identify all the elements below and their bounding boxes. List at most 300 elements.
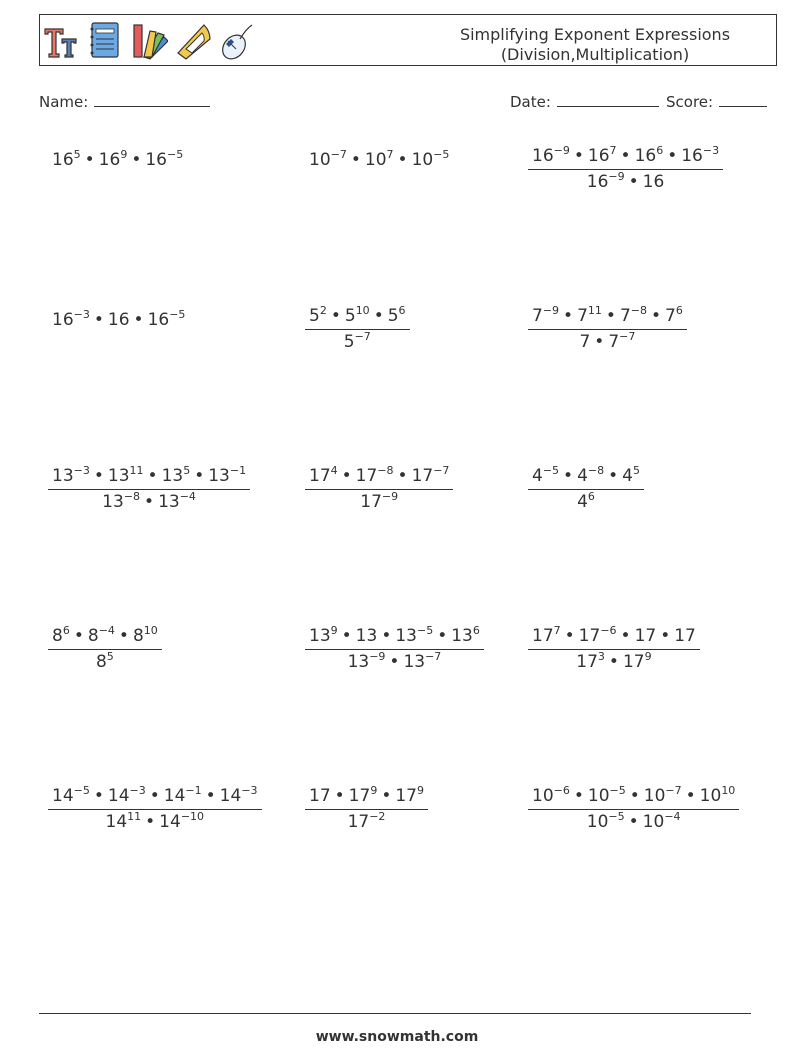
problem-1 — [48, 150, 183, 170]
term-base: 13 — [208, 466, 230, 486]
term-exponent: −5 — [608, 810, 625, 823]
term-exponent: 5 — [73, 148, 81, 161]
denominator — [305, 810, 428, 832]
power-term — [577, 466, 604, 486]
power-term — [451, 626, 480, 646]
worksheet-title — [420, 25, 770, 65]
term-exponent: 7 — [386, 148, 394, 161]
term-base: 10 — [411, 150, 434, 170]
power-term — [579, 332, 590, 352]
term-exponent: −1 — [229, 464, 247, 477]
denominator — [48, 490, 250, 512]
power-term — [395, 626, 433, 646]
term-exponent: −3 — [73, 308, 90, 321]
problem-3 — [528, 146, 723, 192]
term-base: 17 — [576, 652, 598, 672]
power-term — [96, 652, 114, 672]
term-base: 17 — [634, 626, 657, 646]
term-exponent: −3 — [129, 784, 146, 797]
term-exponent: 7 — [553, 624, 561, 637]
score-blank[interactable] — [719, 92, 767, 107]
times-dot: • — [131, 150, 142, 170]
score-field[interactable] — [666, 92, 767, 111]
power-term — [665, 306, 683, 326]
fraction — [48, 626, 162, 672]
term-exponent: −7 — [330, 148, 347, 161]
numerator — [305, 466, 453, 490]
numerator — [528, 466, 644, 490]
term-exponent: −5 — [166, 148, 184, 161]
times-dot: • — [620, 146, 631, 166]
term-exponent: −10 — [180, 810, 205, 823]
power-term — [208, 466, 246, 486]
term-base: 14 — [163, 786, 186, 806]
computer-mouse-icon — [218, 19, 256, 61]
power-term — [588, 786, 626, 806]
power-term — [349, 786, 378, 806]
times-dot: • — [620, 626, 631, 646]
term-base: 17 — [532, 626, 554, 646]
term-base: 13 — [309, 626, 331, 646]
times-dot: • — [205, 786, 216, 806]
term-base: 16 — [634, 146, 657, 166]
times-dot: • — [629, 786, 640, 806]
power-term — [587, 172, 625, 192]
times-dot: • — [397, 466, 408, 486]
times-dot: • — [628, 812, 639, 832]
name-label: Name: — [39, 93, 89, 111]
power-term — [577, 306, 602, 326]
product-expression — [305, 150, 449, 170]
power-term — [108, 310, 130, 330]
term-exponent: 9 — [370, 784, 378, 797]
term-base: 8 — [95, 652, 107, 672]
numerator — [48, 626, 162, 650]
times-dot: • — [381, 786, 392, 806]
times-dot: • — [660, 626, 671, 646]
problem-8 — [305, 466, 453, 512]
date-field[interactable] — [510, 92, 659, 111]
term-base: 16 — [52, 310, 74, 330]
denominator — [305, 650, 484, 672]
term-exponent: 9 — [644, 650, 652, 663]
fraction — [528, 466, 644, 512]
power-term — [309, 150, 347, 170]
term-base: 7 — [579, 332, 591, 352]
times-dot: • — [341, 626, 352, 646]
power-term — [700, 786, 736, 806]
power-term — [162, 466, 191, 486]
denominator — [305, 490, 453, 512]
term-base: 16 — [532, 146, 554, 166]
term-base: 14 — [107, 786, 130, 806]
term-base: 16 — [107, 310, 130, 330]
fraction — [528, 626, 700, 672]
term-base: 13 — [102, 492, 124, 512]
times-dot: • — [608, 466, 619, 486]
power-term — [532, 626, 561, 646]
power-term — [681, 146, 719, 166]
term-exponent: −8 — [630, 304, 647, 317]
term-base: 10 — [532, 786, 554, 806]
term-base: 7 — [608, 332, 620, 352]
power-term — [643, 812, 681, 832]
date-label: Date: — [510, 93, 551, 111]
term-base: 16 — [147, 310, 170, 330]
term-exponent: 11 — [587, 304, 602, 317]
fraction — [48, 466, 250, 512]
name-field[interactable] — [39, 92, 210, 111]
times-dot: • — [573, 146, 584, 166]
title-line-2: (Division,Multiplication) — [500, 45, 690, 64]
term-exponent: −6 — [600, 624, 617, 637]
denominator — [528, 170, 723, 192]
times-dot: • — [667, 146, 678, 166]
term-exponent: −3 — [702, 144, 720, 157]
power-term — [108, 786, 146, 806]
term-exponent: 9 — [120, 148, 128, 161]
denominator — [48, 810, 262, 832]
term-base: 16 — [586, 172, 609, 192]
power-term — [220, 786, 258, 806]
times-dot: • — [93, 466, 104, 486]
power-term — [620, 306, 647, 326]
term-exponent: 4 — [330, 464, 338, 477]
term-exponent: 3 — [597, 650, 605, 663]
times-dot: • — [564, 626, 575, 646]
power-term — [52, 310, 90, 330]
power-term — [412, 466, 450, 486]
term-base: 13 — [395, 626, 417, 646]
times-dot: • — [373, 306, 384, 326]
times-dot: • — [73, 626, 84, 646]
power-term — [532, 786, 570, 806]
numerator — [48, 786, 262, 810]
power-term — [643, 172, 665, 192]
term-base: 17 — [674, 626, 696, 646]
times-dot: • — [563, 306, 574, 326]
term-base: 17 — [411, 466, 434, 486]
protractor-icon — [174, 19, 212, 61]
times-dot: • — [573, 786, 584, 806]
problem-9 — [528, 466, 644, 512]
term-base: 8 — [52, 626, 63, 646]
term-base: 17 — [347, 812, 370, 832]
term-exponent: −7 — [425, 650, 442, 663]
power-term — [52, 150, 81, 170]
power-term — [348, 652, 386, 672]
fraction — [305, 466, 453, 512]
term-base: 7 — [577, 306, 588, 326]
power-term — [99, 150, 128, 170]
power-term — [356, 466, 394, 486]
term-exponent: −3 — [73, 464, 90, 477]
score-label: Score: — [666, 93, 714, 111]
power-term — [635, 626, 657, 646]
term-base: 13 — [158, 492, 180, 512]
term-base: 5 — [309, 306, 320, 326]
power-term — [579, 626, 617, 646]
problem-5 — [305, 306, 410, 352]
term-base: 13 — [355, 626, 378, 646]
power-term — [309, 786, 331, 806]
power-term — [532, 466, 559, 486]
times-dot: • — [330, 306, 341, 326]
power-term — [52, 626, 70, 646]
power-term — [106, 812, 142, 832]
power-term — [576, 652, 605, 672]
term-base: 5 — [344, 306, 356, 326]
times-dot: • — [608, 652, 619, 672]
product-expression — [48, 150, 183, 170]
times-dot: • — [133, 310, 144, 330]
power-term — [356, 626, 378, 646]
times-dot: • — [397, 150, 408, 170]
power-term — [365, 150, 394, 170]
numerator — [528, 306, 687, 330]
term-exponent: 9 — [416, 784, 424, 797]
term-exponent: −9 — [608, 170, 625, 183]
term-exponent: 9 — [330, 624, 338, 637]
power-term — [674, 626, 696, 646]
term-base: 4 — [577, 492, 588, 512]
term-base: 16 — [98, 150, 121, 170]
power-term — [344, 332, 371, 352]
term-base: 16 — [145, 150, 167, 170]
title-line-1: Simplifying Exponent Expressions — [459, 25, 731, 44]
fraction — [528, 306, 687, 352]
power-term — [532, 146, 570, 166]
term-base: 5 — [343, 332, 355, 352]
term-exponent: −4 — [179, 490, 196, 503]
term-exponent: 11 — [129, 464, 144, 477]
power-term — [309, 466, 338, 486]
term-base: 13 — [52, 466, 74, 486]
power-term — [412, 150, 450, 170]
term-exponent: −4 — [98, 624, 115, 637]
term-exponent: 6 — [398, 304, 406, 317]
denominator — [48, 650, 162, 672]
power-term — [102, 492, 140, 512]
problem-7 — [48, 466, 250, 512]
numerator — [305, 626, 484, 650]
term-base: 17 — [309, 466, 331, 486]
term-exponent: −6 — [553, 784, 570, 797]
times-dot: • — [628, 172, 639, 192]
problem-4 — [48, 310, 185, 330]
times-dot: • — [93, 786, 104, 806]
times-dot: • — [341, 466, 352, 486]
term-exponent: −5 — [433, 148, 450, 161]
times-dot: • — [118, 626, 129, 646]
notebook-icon — [86, 19, 124, 61]
power-term — [309, 306, 327, 326]
power-term — [395, 786, 424, 806]
term-exponent: −8 — [377, 464, 394, 477]
times-dot: • — [93, 310, 104, 330]
term-base: 13 — [451, 626, 473, 646]
term-exponent: −7 — [665, 784, 682, 797]
power-term — [158, 492, 196, 512]
times-dot: • — [194, 466, 205, 486]
term-exponent: −7 — [433, 464, 450, 477]
term-base: 10 — [309, 150, 331, 170]
numerator — [528, 626, 700, 650]
problem-6 — [528, 306, 687, 352]
fraction — [528, 146, 723, 192]
times-dot: • — [350, 150, 361, 170]
term-exponent: −7 — [354, 330, 371, 343]
term-exponent: 6 — [587, 490, 595, 503]
times-dot: • — [84, 150, 95, 170]
term-exponent: −9 — [542, 304, 560, 317]
term-exponent: −9 — [553, 144, 570, 157]
term-base: 13 — [347, 652, 370, 672]
term-base: 4 — [532, 466, 543, 486]
times-dot: • — [594, 332, 605, 352]
term-exponent: 6 — [675, 304, 683, 317]
term-exponent: 2 — [319, 304, 327, 317]
denominator — [528, 490, 644, 512]
term-exponent: 5 — [632, 464, 640, 477]
times-dot: • — [437, 626, 448, 646]
term-base: 7 — [619, 306, 631, 326]
times-dot: • — [334, 786, 345, 806]
term-exponent: −1 — [185, 784, 202, 797]
fraction — [305, 306, 410, 352]
term-exponent: −5 — [542, 464, 560, 477]
problem-12 — [528, 626, 700, 672]
power-term — [164, 786, 202, 806]
fraction — [305, 626, 484, 672]
term-exponent: 5 — [106, 650, 114, 663]
numerator — [528, 146, 723, 170]
text-size-icon — [42, 19, 80, 61]
power-term — [635, 146, 664, 166]
term-base: 13 — [107, 466, 130, 486]
term-base: 10 — [586, 812, 609, 832]
term-base: 4 — [622, 466, 633, 486]
term-exponent: 10 — [721, 784, 736, 797]
term-base: 4 — [577, 466, 588, 486]
term-exponent: 6 — [62, 624, 70, 637]
term-exponent: −8 — [123, 490, 141, 503]
power-term — [159, 812, 204, 832]
term-base: 16 — [587, 146, 610, 166]
numerator — [305, 306, 410, 330]
problem-15 — [528, 786, 739, 832]
term-base: 8 — [87, 626, 99, 646]
term-base: 10 — [364, 150, 387, 170]
power-term — [345, 306, 370, 326]
product-expression — [48, 310, 185, 330]
term-exponent: −2 — [369, 810, 386, 823]
term-base: 17 — [355, 466, 378, 486]
term-exponent: −5 — [609, 784, 626, 797]
term-exponent: −7 — [619, 330, 636, 343]
term-base: 17 — [622, 652, 645, 672]
power-term — [622, 466, 640, 486]
times-dot: • — [381, 626, 392, 646]
power-term — [403, 652, 441, 672]
term-base: 17 — [360, 492, 382, 512]
problem-14 — [305, 786, 428, 832]
problem-13 — [48, 786, 262, 832]
power-term — [587, 812, 625, 832]
power-term — [608, 332, 635, 352]
term-base: 16 — [681, 146, 703, 166]
times-dot: • — [144, 492, 155, 512]
times-dot: • — [149, 786, 160, 806]
fraction — [48, 786, 262, 832]
fraction — [305, 786, 428, 832]
term-exponent: 10 — [143, 624, 158, 637]
term-base: 13 — [403, 652, 426, 672]
power-term — [577, 492, 595, 512]
times-dot: • — [605, 306, 616, 326]
term-base: 14 — [105, 812, 128, 832]
term-exponent: 6 — [472, 624, 480, 637]
power-term — [588, 146, 617, 166]
power-term — [309, 626, 338, 646]
header-icons — [42, 19, 256, 63]
term-base: 7 — [665, 306, 676, 326]
power-term — [88, 626, 115, 646]
times-dot: • — [650, 306, 662, 326]
term-exponent: −5 — [416, 624, 434, 637]
power-term — [388, 306, 406, 326]
term-exponent: −9 — [369, 650, 386, 663]
footer-divider — [39, 1013, 751, 1014]
power-term — [148, 310, 186, 330]
power-term — [108, 466, 144, 486]
term-base: 17 — [309, 786, 331, 806]
term-base: 10 — [642, 812, 665, 832]
art-supplies-icon — [130, 19, 168, 61]
denominator — [305, 330, 410, 352]
term-base: 17 — [578, 626, 601, 646]
footer-site: www.snowmath.com — [315, 1029, 479, 1045]
term-base: 7 — [532, 306, 543, 326]
term-exponent: 11 — [127, 810, 142, 823]
times-dot: • — [563, 466, 574, 486]
term-base: 5 — [387, 306, 399, 326]
term-exponent: −5 — [169, 308, 186, 321]
term-base: 14 — [52, 786, 74, 806]
date-blank[interactable] — [557, 92, 659, 107]
term-base: 10 — [587, 786, 610, 806]
term-exponent: −9 — [381, 490, 399, 503]
times-dot: • — [389, 652, 400, 672]
denominator — [528, 810, 739, 832]
term-base: 14 — [219, 786, 242, 806]
term-exponent: −3 — [241, 784, 258, 797]
problem-10 — [48, 626, 162, 672]
power-term — [52, 786, 90, 806]
problem-11 — [305, 626, 484, 672]
term-exponent: 5 — [183, 464, 191, 477]
term-base: 8 — [132, 626, 144, 646]
term-exponent: −8 — [587, 464, 605, 477]
problem-2 — [305, 150, 449, 170]
power-term — [52, 466, 90, 486]
term-base: 14 — [159, 812, 181, 832]
term-exponent: −5 — [73, 784, 90, 797]
name-blank[interactable] — [94, 92, 210, 107]
term-exponent: 6 — [656, 144, 664, 157]
numerator — [305, 786, 428, 810]
times-dot: • — [147, 466, 158, 486]
